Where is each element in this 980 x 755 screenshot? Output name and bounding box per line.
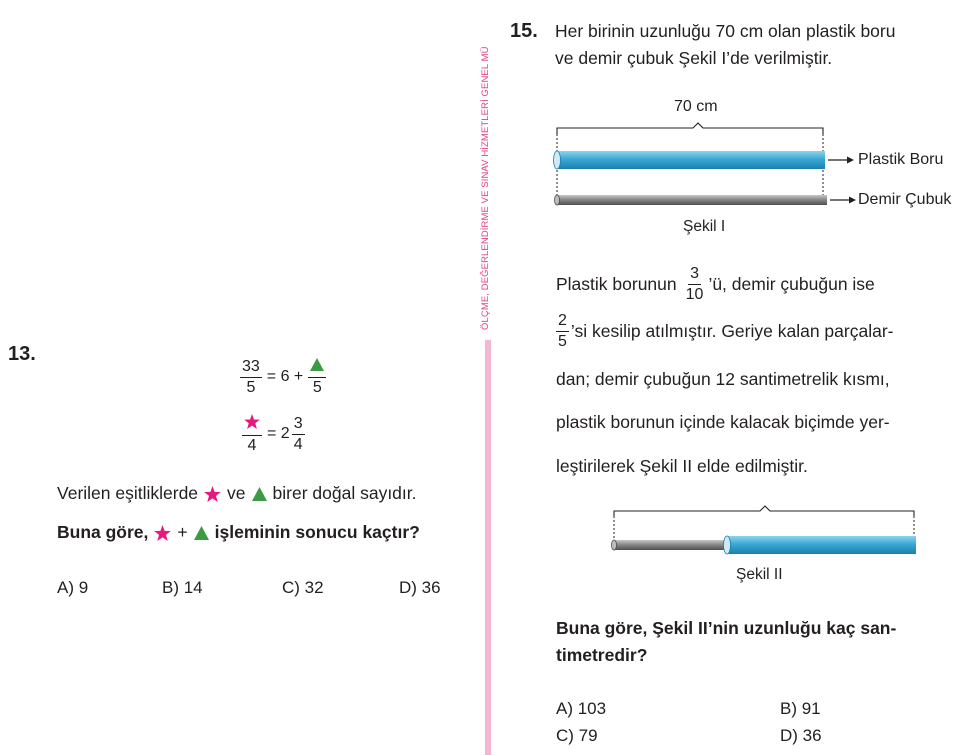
side-publisher-label: ÖLÇME, DEĞERLENDİRME VE SINAV HİZMETLERİ GENEL MÜ xyxy=(480,46,491,330)
fraction-3-10: $\frac{3}{10}$ xyxy=(685,265,704,303)
q13-choice-c[interactable]: C) 32 xyxy=(282,578,324,597)
question-13-number: 13. xyxy=(8,343,36,365)
q15-intro-line-2: ve demir çubuk Şekil I’de verilmiştir. xyxy=(555,48,833,68)
iron-rod-piece xyxy=(614,540,729,550)
q13-statement: Verilen eşitliklerde ve birer doğal sayıdır. xyxy=(57,483,417,503)
figure-2 xyxy=(605,500,925,562)
mixed-fraction-3-4: $\frac{3}{4}$ xyxy=(293,414,303,453)
triangle-icon xyxy=(252,487,267,501)
q15-para-line-2: $\frac{2}{5}$ ’si kesilip atılmıştır. Geriye kalan parçalar- xyxy=(558,312,894,350)
q15-question-line-2: timetredir? xyxy=(556,645,648,665)
triangle-icon xyxy=(310,358,324,371)
q15-choice-d[interactable]: D) 36 xyxy=(780,726,822,745)
column-divider xyxy=(485,340,491,755)
fraction-2-5: $\frac{2}{5}$ xyxy=(558,312,567,350)
q13-question: Buna göre, + işleminin sonucu kaçtır? xyxy=(57,522,420,542)
star-icon xyxy=(244,414,260,429)
q13-choice-b[interactable]: B) 14 xyxy=(162,578,203,597)
star-icon xyxy=(204,486,221,502)
q15-para-line-3: dan; demir çubuğun 12 santimetrelik kısmı, xyxy=(556,369,890,389)
equation-1-middle: = 6 + xyxy=(266,368,304,385)
q15-para-line-1: Plastik borunun $\frac{3}{10}$ ’ü, demir çubuğun ise xyxy=(556,265,875,303)
q15-choice-c[interactable]: C) 79 xyxy=(556,726,598,745)
q15-choice-a[interactable]: A) 103 xyxy=(556,699,607,718)
equation-2 xyxy=(242,414,305,454)
fig1-length-label: 70 cm xyxy=(674,98,718,115)
star-icon xyxy=(154,525,171,541)
q15-para-line-5: leştirilerek Şekil II elde edilmiştir. xyxy=(556,456,808,476)
fig1-caption: Şekil I xyxy=(683,218,726,235)
q13-choice-d[interactable]: D) 36 xyxy=(399,578,441,597)
plastic-tube-label: Plastik Boru xyxy=(858,151,944,168)
question-15-number: 15. xyxy=(510,20,538,42)
plastic-tube-piece xyxy=(727,536,916,554)
fraction-star-4: 4 xyxy=(242,414,262,454)
equation-2-middle: = 2 xyxy=(267,425,290,442)
q15-choice-b[interactable]: B) 91 xyxy=(780,699,821,718)
q15-question-line-1: Buna göre, Şekil II’nin uzunluğu kaç san- xyxy=(556,618,897,638)
fraction-33-5: $\frac{33}{5}$ xyxy=(242,357,260,396)
fig2-caption: Şekil II xyxy=(736,566,783,583)
q15-intro-line-1: Her birinin uzunluğu 70 cm olan plastik boru xyxy=(555,21,896,41)
iron-rod xyxy=(557,195,827,205)
plastic-tube xyxy=(557,151,825,169)
iron-rod-label: Demir Çubuk xyxy=(858,191,952,208)
triangle-icon xyxy=(194,526,209,540)
fraction-triangle-5: 5 xyxy=(308,358,326,396)
equation-1 xyxy=(240,358,326,396)
q15-para-line-4: plastik borunun içinde kalacak biçimde yer- xyxy=(556,412,890,432)
q13-choice-a[interactable]: A) 9 xyxy=(57,578,89,597)
